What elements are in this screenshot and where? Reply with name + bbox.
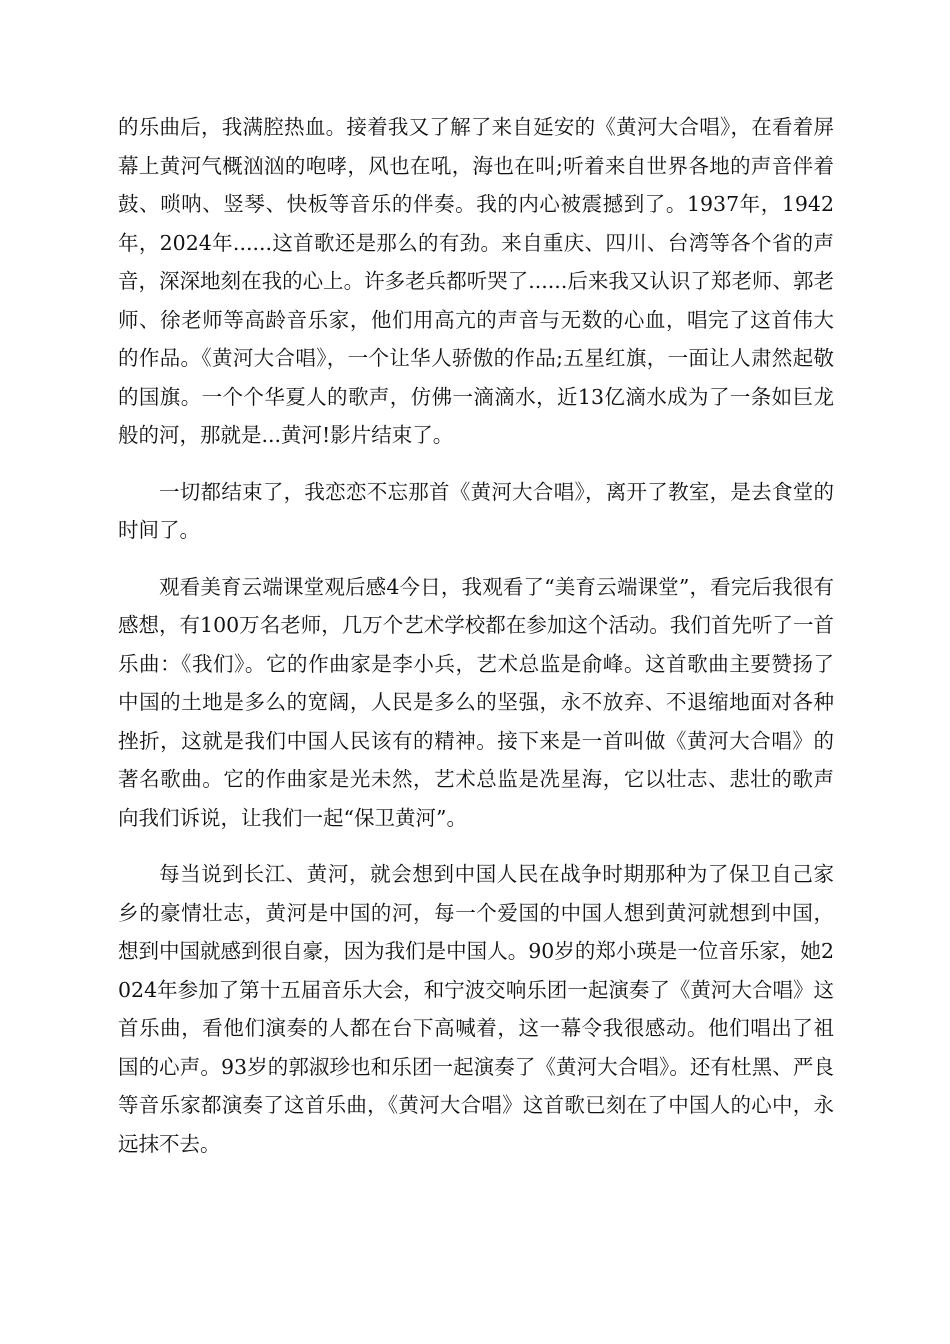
paragraph-yellow-river: 每当说到长江、黄河，就会想到中国人民在战争时期那种为了保卫自己家乡的豪情壮志，黄河是中国的河，每一个爱国的中国人想到黄河就想到中国，想到中国就感到很自豪，因为我们是中国人。90岁的郑小瑛是一位音乐家，她2024年参加了第十五届音乐大会，和宁波交响乐团一起演奏了《黄河大合唱》这首乐曲，看他们演奏的人都在台下高喊着，这一幕令我很感动。他们唱出了祖国的心声。93岁的郭淑珍也和乐团一起演奏了《黄河大合唱》。还有杜黑、严良等音乐家都演奏了这首乐曲，《黄河大合唱》这首歌已刻在了中国人的心中，永远抹不去。 — [118, 862, 834, 1156]
document-page — [118, 108, 834, 1163]
paragraph-reflection-4: 观看美育云端课堂观后感4今日，我观看了“美育云端课堂”，看完后我很有感想，有100万名老师，几万个艺术学校都在参加这个活动。我们首先听了一首乐曲：《我们》。它的作曲家是李小兵，艺术总监是俞峰。这首歌曲主要赞扬了中国的土地是多么的宽阔，人民是多么的坚强，永不放弃、不退缩地面对各种挫折，这就是我们中国人民该有的精神。接下来是一首叫做《黄河大合唱》的著名歌曲。它的作曲家是光未然，艺术总监是冼星海，它以壮志、悲壮的歌声向我们诉说，让我们一起“保卫黄河”。 — [118, 574, 834, 830]
paragraph-continuation: 的乐曲后，我满腔热血。接着我又了解了来自延安的《黄河大合唱》，在看着屏幕上黄河气概汹汹的咆哮，风也在吼，海也在叫;听着来自世界各地的声音伴着鼓、唢呐、竖琴、快板等音乐的伴奏。我的内心被震撼到了。1937年，1942年，2024年......这首歌还是那么的有劲。来自重庆、四川、台湾等各个省的声音，深深地刻在我的心上。许多老兵都听哭了......后来我又认识了郑老师、郭老师、徐老师等高龄音乐家，他们用高亢的声音与无数的心血，唱完了这首伟大的作品。《黄河大合唱》，一个让华人骄傲的作品;五星红旗，一面让人肃然起敬的国旗。一个个华夏人的歌声，仿佛一滴滴水，近13亿滴水成为了一条如巨龙般的河，那就是...黄河!影片结束了。 — [118, 115, 834, 447]
paragraph-ending: 一切都结束了，我恋恋不忘那首《黄河大合唱》，离开了教室，是去食堂的时间了。 — [118, 479, 834, 542]
